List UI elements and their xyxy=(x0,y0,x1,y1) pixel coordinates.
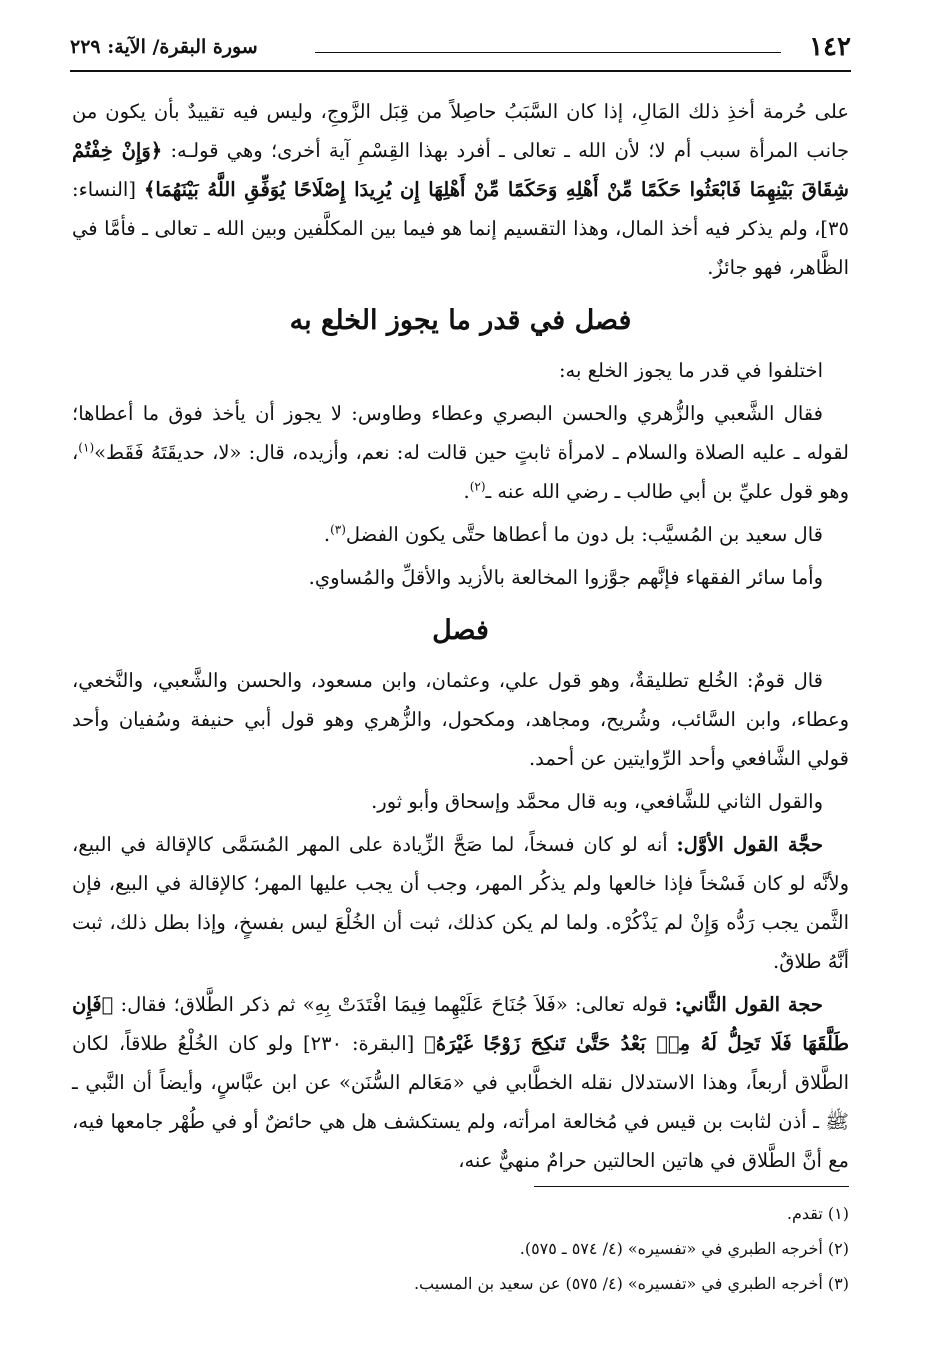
footnote-marker[interactable]: (٢) xyxy=(469,479,486,494)
paragraph xyxy=(72,985,849,1180)
footnotes xyxy=(72,1196,849,1301)
paragraph: وأما سائر الفقهاء فإنَّهم جوَّزوا المخالعة بالأزيد والأقلِّ والمُساوي. xyxy=(308,566,823,589)
text-span: قال سعيد بن المُسيَّب: بل دون ما أعطاها حتَّى يكون الفضل xyxy=(345,523,823,546)
paragraph: والقول الثاني للشَّافعي، وبه قال محمَّد وإسحاق وأبو ثور. xyxy=(371,790,823,813)
text-span: . xyxy=(323,523,331,546)
text-span: أنه لو كان فسخاً، لما صَحَّ الزِّيادة على المهر المُسَمَّى كالإقالة في البيع، ولأنَّه لو كان فَسْخاً فإذا خالعها ولم يذكُر المهر، وجب أن يجب عليها المهر؛ كالإقالة في البيع، فإن الثَّمن يجب رَدُّه وَإِنْ لم يَذْكُرْه. ولما لم يكن كذلك، ثبت أن الخُلْعَ ليس بفسخٍ، وإذا بطل ذلك، ثبت أنَّهُ طلاقٌ. xyxy=(72,833,849,973)
main-text xyxy=(72,92,849,1180)
paragraph xyxy=(72,825,849,981)
text-span: [البقرة: ٢٣٠] ولو كان الخُلْعُ طلاقاً، لكان الطَّلاق أربعاً، وهذا الاستدلال نقله الخطَّابي في «مَعَالم السُّنَن» عن ابن عبَّاسٍ، وأيضاً أن النَّبي ـ ﷺ ـ أذن لثابت بن قيس في مُخالعة امرأته، ولم يستكشف هل هي حائضٌ أو في طُهْر جامعها فيه، مع أنَّ الطَّلاق في هاتين الحالتين حرامٌ منهيٌّ عنه، xyxy=(72,1032,849,1172)
quran-verse: ﴿فَإِن طَلَّقَهَا فَلَا تَحِلُّ لَهُ مِنۢ بَعْدُ حَتَّىٰ تَنكِحَ زَوْجًا غَيْرَهُ﴾ xyxy=(72,993,849,1055)
paragraph: قال قومٌ: الخُلع تطليقةٌ، وهو قول علي، وعثمان، وابن مسعود، والحسن والشَّعبي، والنَّخعي، وعطاء، وابن السَّائب، وشُريح، ومجاهد، ومكحول، والزُّهري وهو قول أبي حنيفة وسُفيان وأحد قولي الشَّافعي وأحد الرِّوايتين عن أحمد. xyxy=(72,669,849,770)
footnote-marker[interactable]: (١) xyxy=(78,440,95,455)
paragraph: اختلفوا في قدر ما يجوز الخلع به: xyxy=(558,359,823,382)
footnote: (١) تقدم. xyxy=(786,1204,849,1223)
text-span: ، وهو قول عليِّ بن أبي طالب ـ رضي الله عنه ـ xyxy=(72,441,849,503)
text-span: . xyxy=(463,480,470,503)
section-title: فصل في قدر ما يجوز الخلع به xyxy=(289,305,632,336)
page-number: ١٤٢ xyxy=(809,32,851,62)
footnote: (٣) أخرجه الطبري في «تفسيره» (٤/ ٥٧٥) عن سعيد بن المسيب. xyxy=(413,1274,849,1293)
footnote: (٢) أخرجه الطبري في «تفسيره» (٤/ ٥٧٤ ـ ٥٧٥). xyxy=(519,1239,849,1258)
paragraph-intro xyxy=(72,92,849,287)
text-span: فقال الشَّعبي والزُّهري والحسن البصري وعطاء وطاوس: لا يجوز أن يأخذ فوق ما أعطاها؛ لقوله ـ عليه الصلاة والسلام ـ لامرأة ثابتٍ حين قالت له: نعم، وأزيده، قال: «لا، حديقَتَهُ فَقَط» xyxy=(72,402,849,464)
header-rule xyxy=(315,52,781,53)
paragraph xyxy=(72,515,849,554)
footnote-separator xyxy=(534,1186,849,1187)
argument-heading: حجة القول الثَّاني: xyxy=(674,993,823,1016)
text-span: قوله تعالى: «فَلاَ جُنَاحَ عَلَيْهِما فِيمَا افْتَدَتْ بِهِ» ثم ذكر الطَّلاق؛ فقال: xyxy=(113,993,675,1016)
surah-reference: سورة البقرة/ الآية: ٢٢٩ xyxy=(70,36,258,58)
footnote-marker[interactable]: (٣) xyxy=(330,522,346,537)
text-span: على حُرمة أخذِ ذلك المَالِ، إذا كان السَّبَبُ حاصِلاً من قِبَل الزَّوجِ، وليس فيه تقييدٌ بأن يكون من جانب المرأة سبب أم لا؛ لأن الله ـ تعالى ـ أفرد بهذا القِسْمِ آية أخرى؛ وهي قولـه: xyxy=(72,100,849,162)
section-title: فصل xyxy=(432,615,489,646)
paragraph xyxy=(72,394,849,511)
text-span: [النساء: ٣٥]، ولم يذكر فيه أخذ المال، وهذا التقسيم إنما هو فيما بين المكلَّفين وبين الله ـ تعالى ـ فأمَّا في الظَّاهر، فهو جائزٌ. xyxy=(72,178,849,279)
quran-verse: ﴿وَإِنْ خِفْتُمْ شِقَاقَ بَيْنِهِمَا فَابْعَثُوا حَكَمًا مِّنْ أَهْلِهِ وَحَكَمًا مِّنْ أَهْلِهَا إِن يُرِيدَا إِصْلَاحًا يُوَفِّقِ اللَّهُ بَيْنَهُمَا﴾ xyxy=(72,139,849,201)
argument-heading: حجَّة القول الأوَّل: xyxy=(676,833,823,856)
running-header xyxy=(70,30,851,72)
